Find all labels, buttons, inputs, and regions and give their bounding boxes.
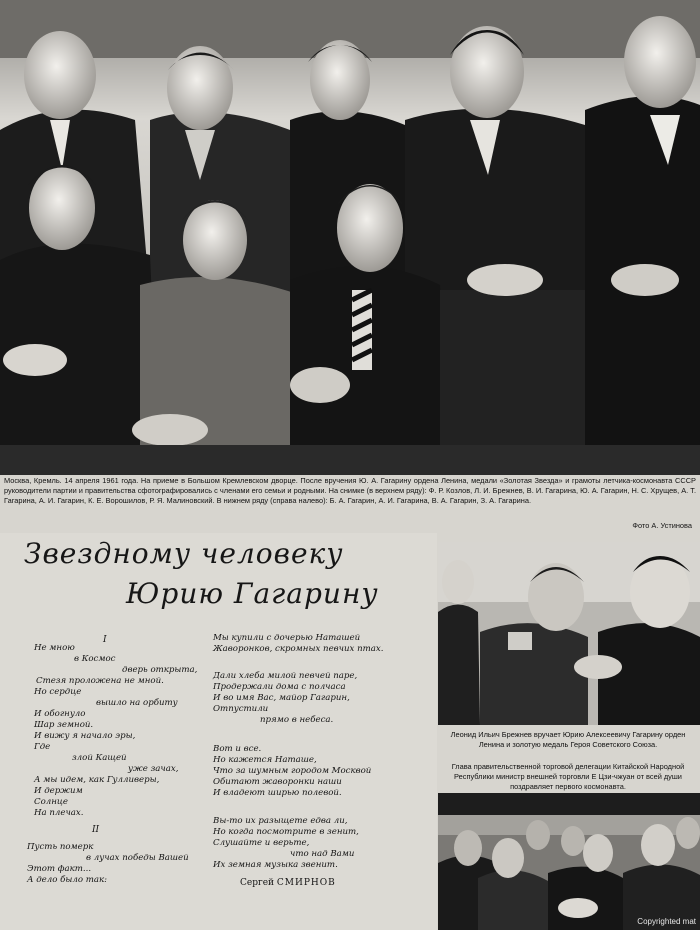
poem-line: уже зачах, [128,764,179,774]
award-ceremony-photo [438,542,700,725]
poem-line: Солнце [34,797,68,807]
delegation-photo [438,793,700,930]
poem-line: Их земная музыка звенит. [213,860,338,870]
poem-line: А мы идем, как Гулливеры, [34,775,160,785]
poem-line: прямо в небеса. [260,715,334,725]
poem-line: Но кажется Наташе, [213,755,317,765]
poem-title-line-1: Звездному человеку [24,537,344,570]
group-photo-caption: Москва, Кремль. 14 апреля 1961 года. На приеме в Большом Кремлевском дворце. После вручения Ю. А. Гагарину ордена Ленина, медали «Золотая Звезда» и грамоты летчика-космонавта СССР руководители партии и правительства сфотографировались с членами его семьи и родными. На снимке (в верхнем ряду): Ф. Р. Козлов, Л. И. Брежнев, В. И. Гагарина, Ю. А. Гагарин, Н. С. Хрущев, А. Т. Гагарина, А. И. Гагарин, К. Е. Ворошилов, Р. Я. Малиновский. В нижнем ряду (справа налево): Б. А. Гагарин, А. И. Гагарина, В. А. Гагарин, З. А. Гагарина. [4,476,696,505]
poem-line: Не мною [34,643,75,653]
poem-line: И держим [34,786,83,796]
poem-line: Вы-то их разыщете едва ли, [213,816,348,826]
poem-line: в Космос [74,654,116,664]
poem-line: А дело было так: [27,875,108,885]
poem-line: Вот и все. [213,744,262,754]
poem-line: И вижу я начало эры, [34,731,136,741]
poem-line: Пусть померк [27,842,94,852]
poem-line: Где [34,742,51,752]
author-first-name: Сергей [240,878,275,888]
poem-line: Но сердце [34,687,82,697]
poem-line: Мы купили с дочерью Наташей [213,633,361,643]
author-last-name: СМИРНОВ [276,878,336,888]
award-photo-caption: Леонид Ильич Брежнев вручает Юрию Алексеевичу Гагарину орден Ленина и золотую медаль Героя Советского Союза. [450,730,686,749]
poem-section-number: II [92,825,100,835]
poem-line: Стезя проложена не мной. [36,676,164,686]
poem-line: Но когда посмотрите в зенит, [213,827,359,837]
poem-line: Слушайте и верьте, [213,838,310,848]
poem-line: И во имя Вас, майор Гагарин, [213,693,350,703]
photo-credit: Фото А. Устинова [632,521,692,530]
poem-line: в лучах победы Вашей [86,853,189,863]
poem-section-number: I [103,635,107,645]
poem-line: дверь открыта, [122,665,198,675]
poem-line: Обитают жаворонки наши [213,777,342,787]
poem-line: Этот факт... [27,864,92,874]
delegation-photo-caption: Глава правительственной торговой делегации Китайской Народной Республики министр внешней торговли Е Цзи-чжуан от всей души поздравляет первого космонавта. [451,762,685,791]
poem-line: Жаворонков, скромных певчих птах. [213,644,384,654]
poem-title-line-2: Юрию Гагарину [126,577,379,610]
poem-line: Отпустили [213,704,269,714]
poem-line: вышло на орбиту [96,698,178,708]
poem-line: что над Вами [290,849,355,859]
poem-line: На плечах. [34,808,84,818]
poem-line: Что за шумным городом Москвой [213,766,372,776]
poem-author [240,878,336,888]
poem-line: Шар земной. [34,720,94,730]
poem-line: Дали хлеба милой певчей паре, [213,671,358,681]
poem-line: злой Кащей [72,753,127,763]
watermark: Copyrighted mat [637,917,696,926]
poem-line: Продержали дома с полчаса [213,682,346,692]
poem-line: И владеют ширью полевой. [213,788,342,798]
poem-line: И обогнуло [34,709,86,719]
